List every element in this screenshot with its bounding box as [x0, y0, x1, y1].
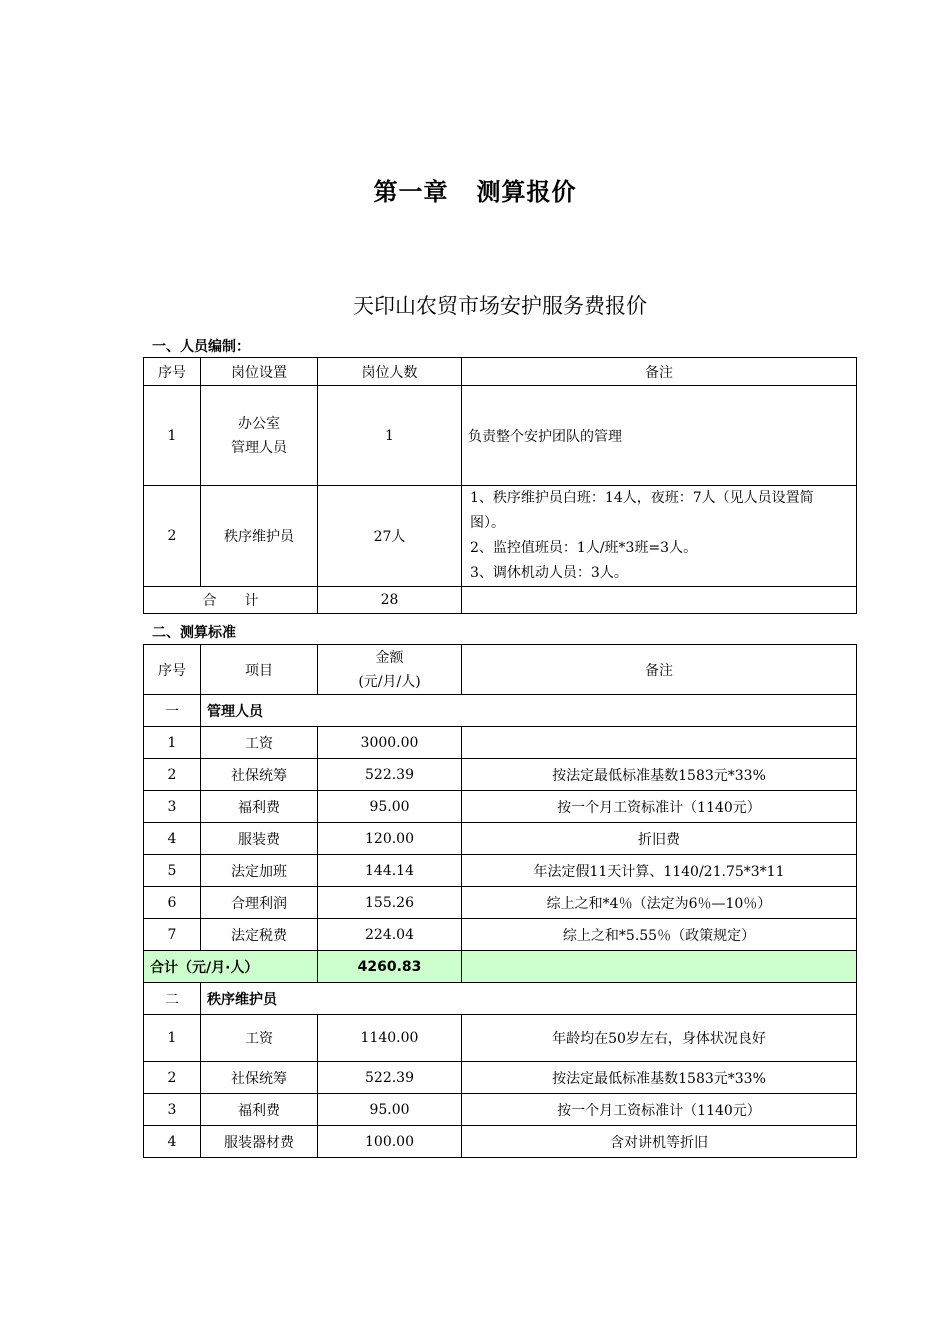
chapter-label: 第一章 — [373, 178, 449, 206]
post-cell: 秩序维护员 — [201, 486, 318, 587]
row-number: 5 — [144, 855, 201, 887]
amount-cell: 100.00 — [318, 1126, 462, 1158]
subtotal-label: 合计（元/月·人） — [144, 951, 318, 983]
item-cell: 法定加班 — [201, 855, 318, 887]
table-row — [144, 1094, 857, 1126]
amount-cell: 1140.00 — [318, 1015, 462, 1062]
table-row — [144, 727, 857, 759]
section1-heading: 一、人员编制： — [152, 339, 250, 355]
amount-cell: 224.04 — [318, 919, 462, 951]
item-cell: 法定税费 — [201, 919, 318, 951]
total-row — [144, 587, 857, 614]
row-number: 7 — [144, 919, 201, 951]
post-cell — [201, 386, 318, 486]
note-cell — [462, 727, 857, 759]
chapter-title — [0, 172, 950, 207]
amount-cell: 3000.00 — [318, 727, 462, 759]
total-count: 28 — [318, 587, 462, 614]
group-row — [144, 983, 857, 1015]
note-cell: 综上之和*4％（法定为6％—10％） — [462, 887, 857, 919]
group-number: 一 — [144, 695, 201, 727]
header-cell: 项目 — [201, 645, 318, 695]
header-cell: 备注 — [462, 645, 857, 695]
group-name: 管理人员 — [201, 695, 857, 727]
amount-cell: 155.26 — [318, 887, 462, 919]
note-cell: 年龄均在50岁左右，身体状况良好 — [462, 1015, 857, 1062]
note-cell: 综上之和*5.55％（政策规定） — [462, 919, 857, 951]
row-number: 2 — [144, 1062, 201, 1094]
header-cell: 岗位设置 — [201, 358, 318, 386]
amount-cell: 95.00 — [318, 1094, 462, 1126]
note-cell: 含对讲机等折旧 — [462, 1126, 857, 1158]
header-cell — [318, 645, 462, 695]
item-cell: 社保统筹 — [201, 1062, 318, 1094]
subtotal-amount: 4260.83 — [318, 951, 462, 983]
row-number: 1 — [144, 727, 201, 759]
header-line: (元/月/人) — [358, 673, 421, 690]
group-number: 二 — [144, 983, 201, 1015]
note-cell: 按一个月工资标准计（1140元） — [462, 791, 857, 823]
row-number: 4 — [144, 1126, 201, 1158]
section2-heading: 二、测算标准 — [152, 625, 236, 641]
item-cell: 福利费 — [201, 791, 318, 823]
note-line: 3、调休机动人员：3人。 — [470, 565, 628, 581]
staffing-table — [143, 357, 857, 614]
header-cell: 岗位人数 — [318, 358, 462, 386]
note-cell: 折旧费 — [462, 823, 857, 855]
item-cell: 服装器材费 — [201, 1126, 318, 1158]
row-number: 4 — [144, 823, 201, 855]
chapter-name: 测算报价 — [476, 178, 577, 206]
table-row — [144, 919, 857, 951]
item-cell: 工资 — [201, 1015, 318, 1062]
count-cell: 1 — [318, 386, 462, 486]
note-cell: 负责整个安护团队的管理 — [462, 386, 857, 486]
item-cell: 工资 — [201, 727, 318, 759]
note-cell: 按法定最低标准基数1583元*33% — [462, 759, 857, 791]
row-number: 3 — [144, 791, 201, 823]
amount-cell: 522.39 — [318, 1062, 462, 1094]
table-row — [144, 855, 857, 887]
table-row — [144, 823, 857, 855]
header-cell: 序号 — [144, 645, 201, 695]
row-number: 3 — [144, 1094, 201, 1126]
row-number: 6 — [144, 887, 201, 919]
note-cell — [462, 486, 857, 587]
empty-cell — [462, 951, 857, 983]
group-row — [144, 695, 857, 727]
note-line: 2、监控值班员：1人/班*3班=3人。 — [470, 540, 698, 556]
table-row — [144, 1062, 857, 1094]
note-line: 1、秩序维护员白班：14人，夜班：7人（见人员设置简图）。 — [470, 490, 814, 531]
table-row — [144, 759, 857, 791]
note-cell: 按一个月工资标准计（1140元） — [462, 1094, 857, 1126]
calculation-table — [143, 644, 857, 1158]
table-row — [144, 887, 857, 919]
amount-cell: 522.39 — [318, 759, 462, 791]
table-header-row — [144, 358, 857, 386]
header-line: 金额 — [375, 649, 404, 666]
table-row — [144, 1015, 857, 1062]
row-number: 2 — [144, 486, 201, 587]
row-number: 1 — [144, 1015, 201, 1062]
amount-cell: 120.00 — [318, 823, 462, 855]
table-row — [144, 486, 857, 587]
group-name: 秩序维护员 — [201, 983, 857, 1015]
count-cell: 27人 — [318, 486, 462, 587]
header-cell: 序号 — [144, 358, 201, 386]
item-cell: 服装费 — [201, 823, 318, 855]
note-cell: 年法定假11天计算、1140/21.75*3*11 — [462, 855, 857, 887]
item-cell: 社保统筹 — [201, 759, 318, 791]
item-cell: 合理利润 — [201, 887, 318, 919]
table-row — [144, 386, 857, 486]
empty-cell — [462, 587, 857, 614]
table-header-row — [144, 645, 857, 695]
amount-cell: 95.00 — [318, 791, 462, 823]
note-cell: 按法定最低标准基数1583元*33% — [462, 1062, 857, 1094]
document-title: 天印山农贸市场安护服务费报价 — [353, 294, 647, 318]
total-label: 合 计 — [144, 587, 318, 614]
header-cell: 备注 — [462, 358, 857, 386]
subtotal-row — [144, 951, 857, 983]
row-number: 2 — [144, 759, 201, 791]
table-row — [144, 1126, 857, 1158]
post-line: 办公室 — [238, 415, 280, 432]
item-cell: 福利费 — [201, 1094, 318, 1126]
post-line: 管理人员 — [231, 439, 287, 456]
amount-cell: 144.14 — [318, 855, 462, 887]
table-row — [144, 791, 857, 823]
row-number: 1 — [144, 386, 201, 486]
